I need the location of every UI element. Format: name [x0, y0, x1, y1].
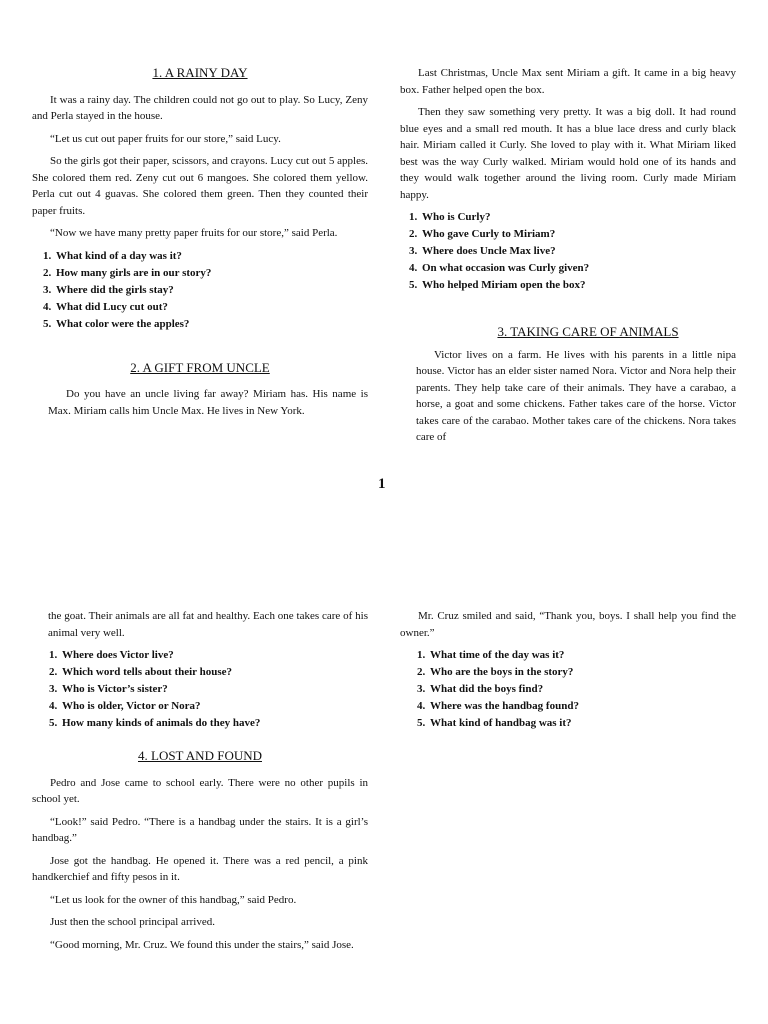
paragraph: Pedro and Jose came to school early. There were no other pupils in school yet.	[32, 776, 368, 805]
paragraph: It was a rainy day. The children could not go out to play. So Lucy, Zeny and Perla stayed in the house.	[32, 93, 368, 122]
page2-left-column	[32, 608, 368, 959]
page1-left-column	[32, 65, 368, 425]
question: 1. What kind of a day was it?	[54, 248, 368, 265]
question: 4. What did Lucy cut out?	[54, 299, 368, 316]
page1-right-column	[400, 65, 736, 452]
paragraph: Just then the school principal arrived.	[50, 916, 215, 928]
page2-right-column	[400, 608, 736, 732]
question: 1. What time of the day was it?	[428, 647, 736, 664]
question: 2. Who are the boys in the story?	[428, 664, 736, 681]
question: 4. Who is older, Victor or Nora?	[60, 698, 368, 715]
section-title: 2. A GIFT FROM UNCLE	[130, 359, 270, 375]
question: 3. What did the boys find?	[428, 681, 736, 698]
paragraph: Then they saw something very pretty. It was a big doll. It had round blue eyes and a small red mouth. It has a blue lace dress and curly black hair. Miriam called it Curly. She loved to play with it. What Miriam liked best was the way Curly walked. Miriam would hold one of its hands and they would walk together around the living room. Curly made Miriam happy.	[400, 106, 736, 201]
paragraph: “Good morning, Mr. Cruz. We found this under the stairs,” said Jose.	[50, 938, 354, 951]
paragraph: Jose got the handbag. He opened it. There was a red pencil, a pink handkerchief and fifty pesos in it.	[32, 854, 368, 883]
paragraph: “Let us look for the owner of this handbag,” said Pedro.	[50, 893, 297, 906]
question: 1. Where does Victor live?	[60, 647, 368, 664]
paragraph: Victor lives on a farm. He lives with his parents in a little nipa house. Victor has an elder sister named Nora. Victor and Nora help their parents. They help take care of their animals. They have a carabao, a horse, a goat and some chickens. Father takes care of the horse. Victor takes care of the carabao. Mother takes care of the chickens. Nora takes care of	[416, 348, 736, 443]
question: 3. Who is Victor’s sister?	[60, 681, 368, 698]
question: 1. Who is Curly?	[420, 209, 736, 226]
question: 5. How many kinds of animals do they have?	[60, 715, 368, 732]
question-list	[32, 647, 368, 732]
question: 2. Which word tells about their house?	[60, 664, 368, 681]
section-title: 1. A RAINY DAY	[152, 65, 248, 80]
question: 5. What color were the apples?	[54, 316, 368, 333]
paragraph: “Look!” said Pedro. “There is a handbag under the stairs. It is a girl’s handbag.”	[32, 815, 368, 844]
paragraph: Last Christmas, Uncle Max sent Miriam a gift. It came in a big heavy box. Father helped open the box.	[400, 67, 736, 96]
section-title: 4. LOST AND FOUND	[138, 748, 262, 763]
question: 3. Where did the girls stay?	[54, 282, 368, 299]
question: 5. What kind of handbag was it?	[428, 715, 736, 732]
paragraph: “Let us cut out paper fruits for our store,” said Lucy.	[50, 132, 281, 145]
question: 3. Where does Uncle Max live?	[420, 243, 736, 260]
question: 4. Where was the handbag found?	[428, 698, 736, 715]
paragraph: Do you have an uncle living far away? Miriam has. His name is Max. Miriam calls him Uncle Max. He lives in New York.	[48, 388, 368, 417]
section-title: 3. TAKING CARE OF ANIMALS	[497, 324, 679, 339]
paragraph: So the girls got their paper, scissors, and crayons. Lucy cut out 5 apples. She colored them red. Zeny cut out 6 mangoes. She colored them yellow. Perla cut out 4 guavas. She colored them green. Then they counted their paper fruits.	[32, 155, 368, 217]
question: 2. Who gave Curly to Miriam?	[420, 226, 736, 243]
paragraph: the goat. Their animals are all fat and healthy. Each one takes care of his animal very well.	[48, 610, 368, 639]
paragraph: Mr. Cruz smiled and said, “Thank you, boys. I shall help you find the owner.”	[400, 610, 736, 639]
question: 2. How many girls are in our story?	[54, 265, 368, 282]
question-list	[400, 209, 736, 294]
question-list	[32, 248, 368, 333]
page-number: 1	[378, 476, 386, 492]
paragraph: “Now we have many pretty paper fruits for our store,” said Perla.	[50, 227, 338, 239]
question-list	[400, 647, 736, 732]
question: 5. Who helped Miriam open the box?	[420, 277, 736, 294]
question: 4. On what occasion was Curly given?	[420, 260, 736, 277]
